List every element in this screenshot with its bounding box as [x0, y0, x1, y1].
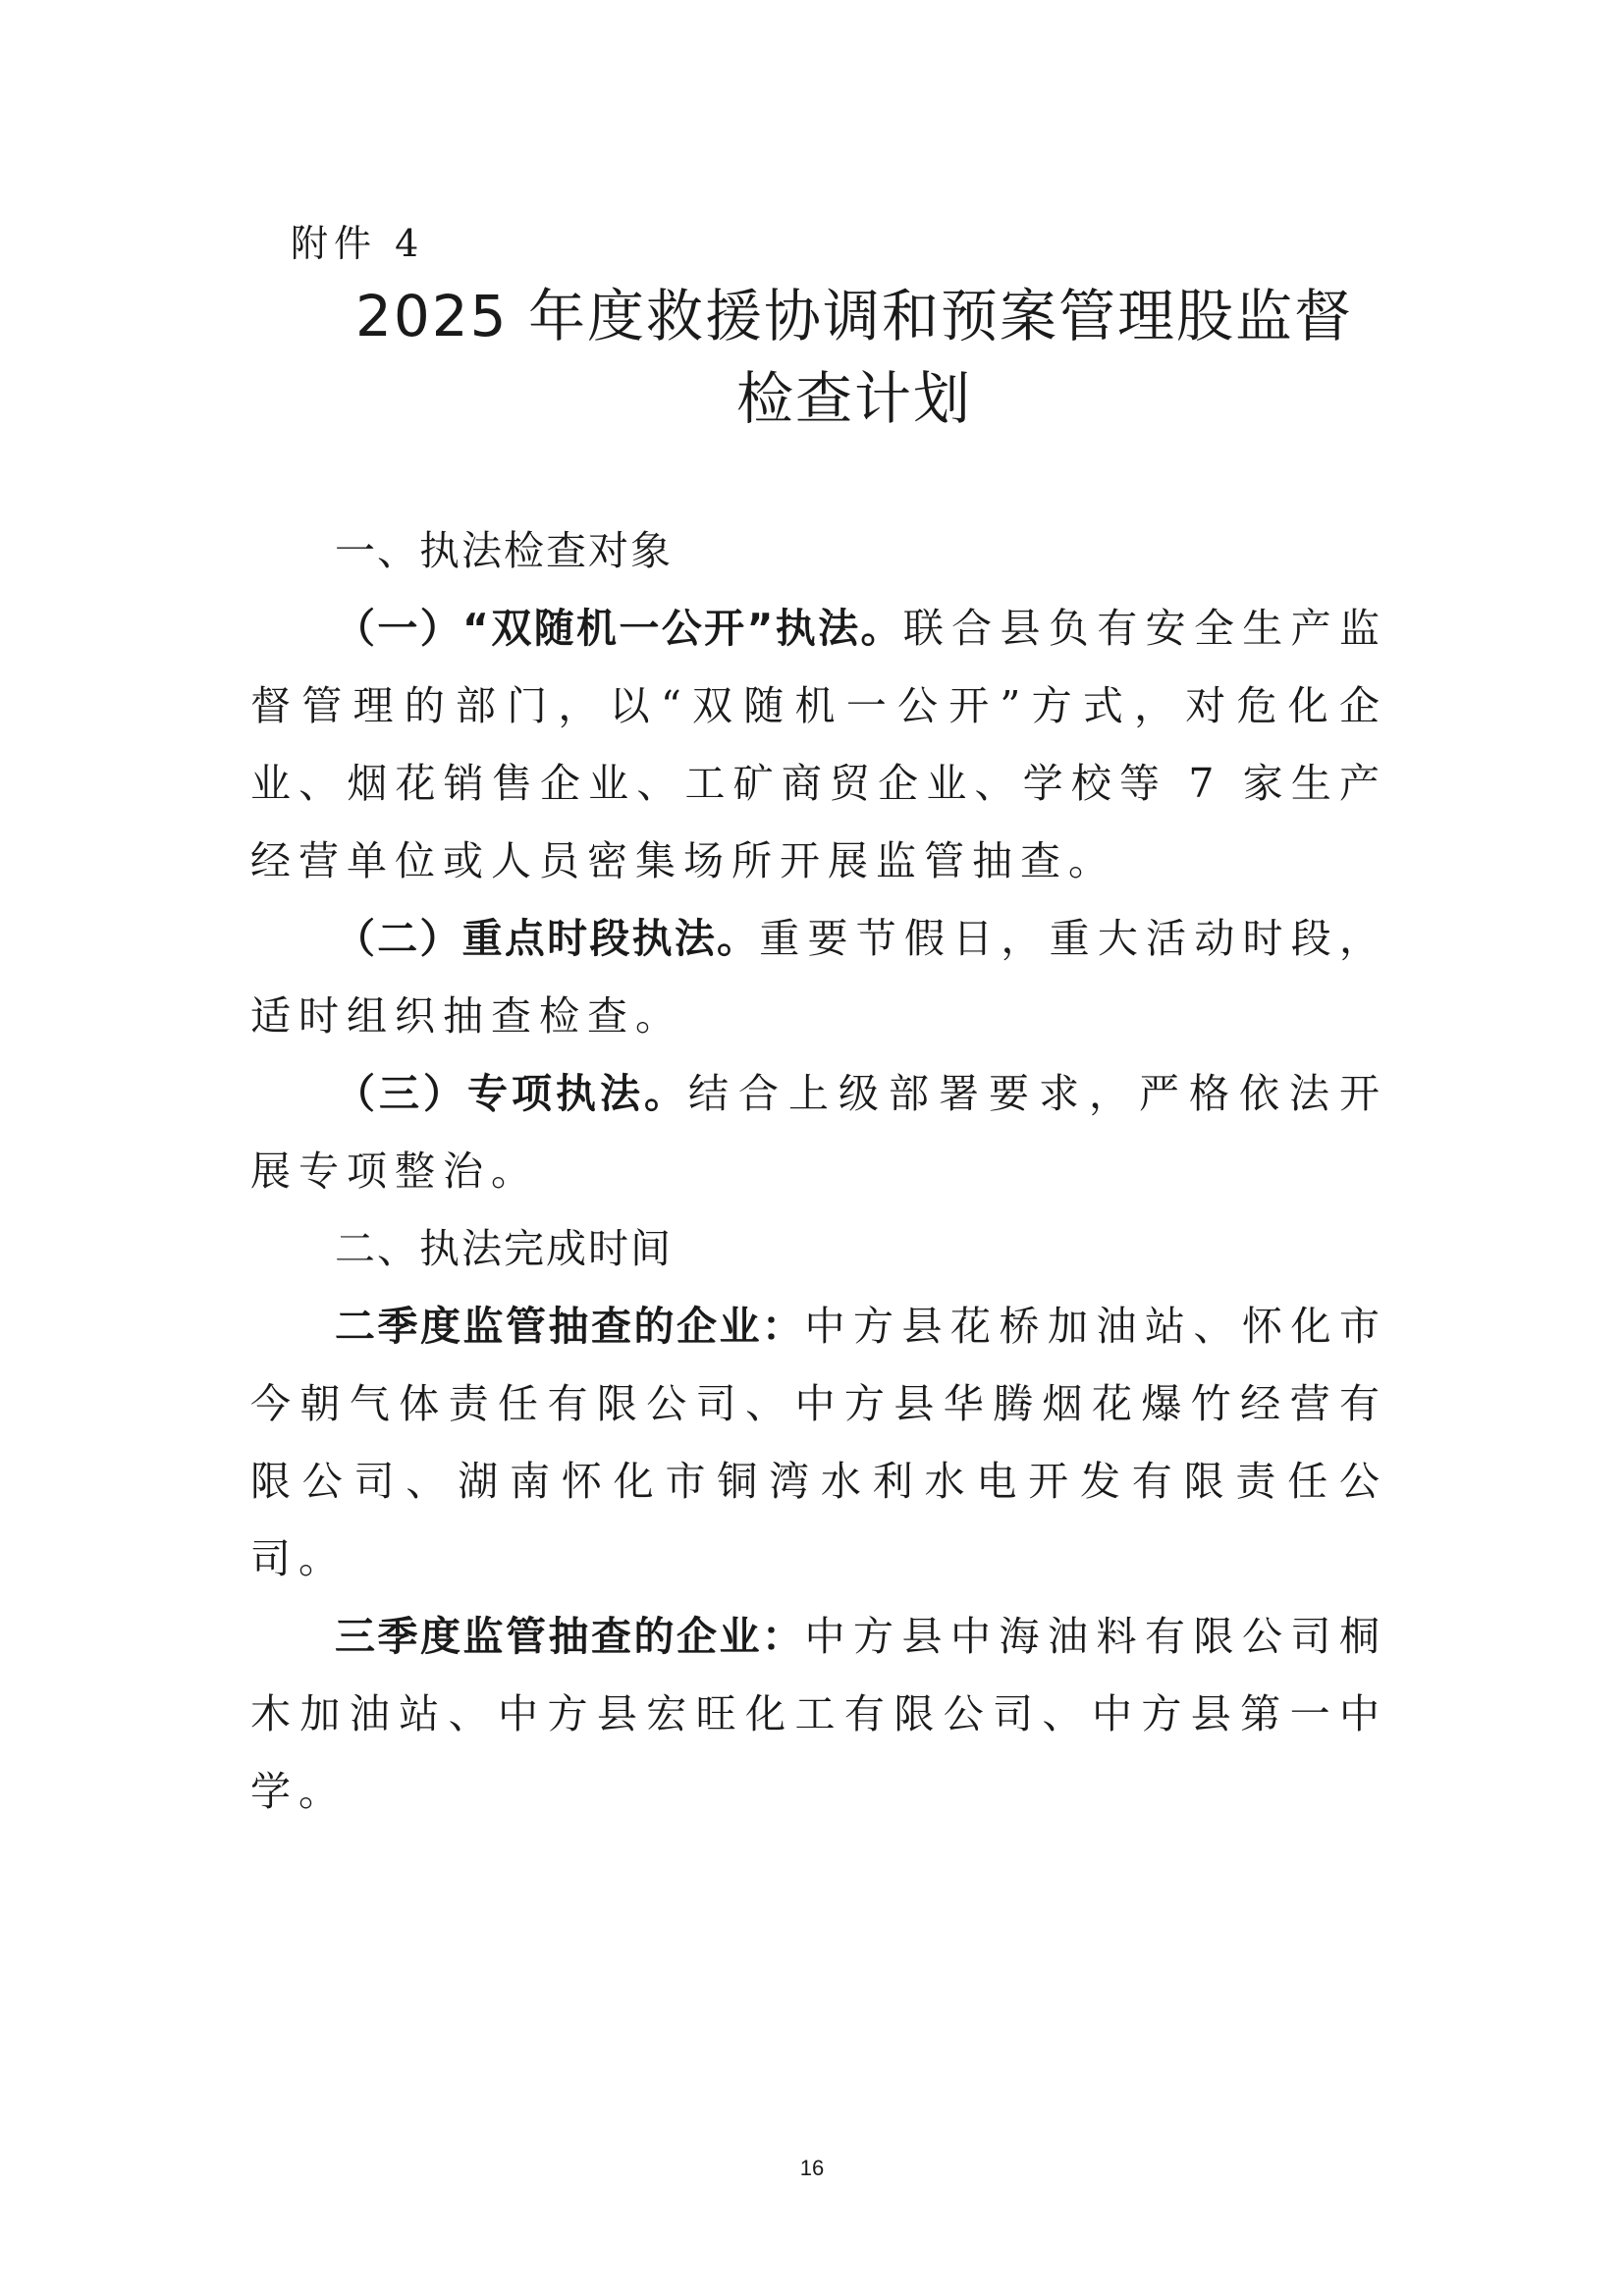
- title-line-1: 2025 年度救援协调和预案管理股监督: [354, 283, 1354, 349]
- paragraph-text: 中方县中海油料有限公司桐木加油站、中方县宏旺化工有限公司、中方县第一中学。: [250, 1613, 1387, 1815]
- paragraph-text: 结合上级部署要求，严格依法开展专项整治。: [250, 1070, 1387, 1195]
- title-line-2: 检查计划: [735, 365, 972, 432]
- attachment-label: 附件 4: [291, 222, 425, 265]
- paragraph-double-random: [250, 590, 1387, 900]
- paragraph-text: 联合县负有安全生产监督管理的部门，以“双随机一公开”方式，对危化企业、烟花销售企业、工矿商贸企业、学校等 7 家生产经营单位或人员密集场所开展监管抽查。: [250, 605, 1387, 884]
- paragraph-lead: 二季度监管抽查的企业：: [335, 1303, 805, 1350]
- paragraph-text: 中方县花桥加油站、怀化市今朝气体责任有限公司、中方县华腾烟花爆竹经营有限公司、湖南怀化市铜湾水利水电开发有限责任公司。: [250, 1303, 1387, 1582]
- paragraph-lead: （一）“双随机一公开”执法。: [335, 605, 903, 652]
- paragraph-q2-enterprises: [250, 1288, 1387, 1598]
- paragraph-key-periods: [250, 900, 1387, 1055]
- section-heading-completion-time: 二、执法完成时间: [335, 1225, 673, 1272]
- paragraph-text: 重要节假日，重大活动时段，适时组织抽查检查。: [250, 915, 1388, 1040]
- paragraph-lead: （三）专项执法。: [335, 1070, 688, 1117]
- paragraph-lead: 三季度监管抽查的企业：: [335, 1613, 805, 1660]
- paragraph-q3-enterprises: [250, 1598, 1387, 1831]
- page-number: 16: [799, 2156, 825, 2180]
- paragraph-special-enforcement: [250, 1055, 1387, 1210]
- paragraph-lead: （二）重点时段执法。: [335, 915, 760, 962]
- document-body: [250, 512, 1387, 1831]
- section-heading-inspection-targets: 一、执法检查对象: [335, 527, 673, 574]
